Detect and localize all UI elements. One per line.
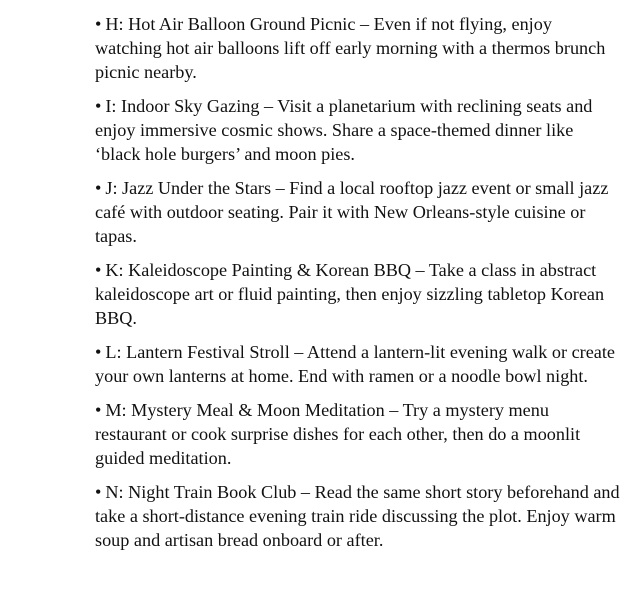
list-item-h: [95, 12, 620, 84]
item-text: I: Indoor Sky Gazing – Visit a planetarium with reclining seats and enjoy immersive cosmic shows. Share a space-themed dinner like ‘black hole burgers’ and moon pies.: [95, 96, 593, 164]
list-item-i: [95, 94, 620, 166]
item-text: J: Jazz Under the Stars – Find a local rooftop jazz event or small jazz café with outdoor seating. Pair it with New Orleans-style cuisine or tapas.: [95, 178, 609, 246]
bullet: •: [95, 14, 102, 34]
bullet: •: [95, 482, 102, 502]
list-item-m: [95, 398, 620, 470]
bullet: •: [95, 342, 102, 362]
bullet: •: [95, 400, 102, 420]
list-item-j: [95, 176, 620, 248]
list-item-l: [95, 340, 620, 388]
item-text: N: Night Train Book Club – Read the same short story beforehand and take a short-distance evening train ride discussing the plot. Enjoy warm soup and artisan bread onboard or after.: [95, 482, 620, 550]
bullet: •: [95, 178, 102, 198]
item-text: K: Kaleidoscope Painting & Korean BBQ – Take a class in abstract kaleidoscope art or fluid painting, then enjoy sizzling tabletop Korean BBQ.: [95, 260, 605, 328]
list-item-k: [95, 258, 620, 330]
bullet: •: [95, 96, 102, 116]
item-text: L: Lantern Festival Stroll – Attend a lantern-lit evening walk or create your own lanterns at home. End with ramen or a noodle bowl night.: [95, 342, 615, 386]
item-text: H: Hot Air Balloon Ground Picnic – Even if not flying, enjoy watching hot air balloons lift off early morning with a thermos brunch picnic nearby.: [95, 14, 606, 82]
item-text: M: Mystery Meal & Moon Meditation – Try a mystery menu restaurant or cook surprise dishes for each other, then do a moonlit guided meditation.: [95, 400, 581, 468]
bullet: •: [95, 260, 102, 280]
list-item-n: [95, 480, 620, 552]
